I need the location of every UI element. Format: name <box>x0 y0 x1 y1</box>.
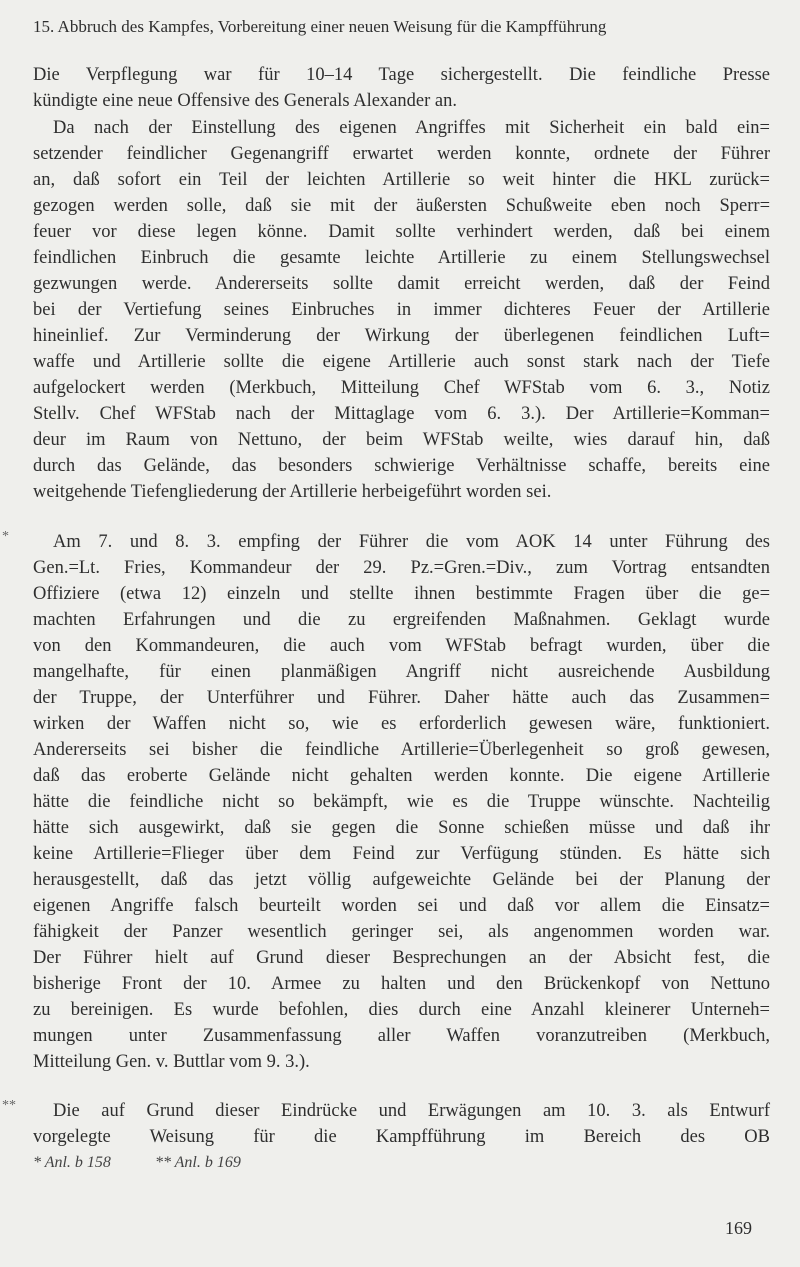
footnotes <box>33 1154 281 1172</box>
text-line: Da nach der Einstellung des eigenen Angriffes mit Sicherheit ein bald ein= <box>53 118 770 138</box>
text-line: fähigkeit der Panzer wesentlich geringer sei, als angenommen worden war. <box>33 922 770 942</box>
text-line: feuer vor diese legen könne. Damit sollte verhindert werden, daß bei einem <box>33 222 770 242</box>
text-line: deur im Raum von Nettuno, der beim WFStab weilte, wies darauf hin, daß <box>33 430 770 450</box>
text-line: Gen.=Lt. Fries, Kommandeur der 29. Pz.=Gren.=Div., zum Vortrag entsandten <box>33 558 770 578</box>
text-line: daß das eroberte Gelände nicht gehalten werden konnte. Die eigene Artillerie <box>33 766 770 786</box>
text-line: hätte die feindliche nicht so bekämpft, wie es die Truppe wünschte. Nachteilig <box>33 792 770 812</box>
text-line: eigenen Angriffe falsch beurteilt worden sei und daß vor allem die Einsatz= <box>33 896 770 916</box>
text-line: Am 7. und 8. 3. empfing der Führer die vom AOK 14 unter Führung des <box>53 532 770 552</box>
text-line: Andererseits sei bisher die feindliche Artillerie=Überlegenheit so groß gewesen, <box>33 740 770 760</box>
text-line: weitgehende Tiefengliederung der Artillerie herbeigeführt worden sei. <box>33 482 552 502</box>
text-line: vorgelegte Weisung für die Kampfführung im Bereich des OB <box>33 1127 770 1147</box>
text-line: setzender feindlicher Gegenangriff erwartet werden konnte, ordnete der Führer <box>33 144 770 164</box>
text-line: bisherige Front der 10. Armee zu halten und den Brückenkopf von Nettuno <box>33 974 770 994</box>
text-line: kündigte eine neue Offensive des Generals Alexander an. <box>33 91 457 111</box>
text-line: der Truppe, der Unterführer und Führer. Daher hätte auch das Zusammen= <box>33 688 770 708</box>
paragraph <box>33 62 770 114</box>
text-line: Die auf Grund dieser Eindrücke und Erwägungen am 10. 3. als Entwurf <box>53 1101 770 1121</box>
text-line: feindlichen Einbruch die gesamte leichte Artillerie zu einem Stellungswechsel <box>33 248 770 268</box>
text-line: herausgestellt, daß das jetzt völlig aufgeweichte Gelände bei der Planung der <box>33 870 770 890</box>
text-line: gezwungen werde. Andererseits sollte damit erreicht werden, daß der Feind <box>33 274 770 294</box>
text-line: bei der Vertiefung seines Einbruches in immer dichteres Feuer der Artillerie <box>33 300 770 320</box>
footnote: ** Anl. b 169 <box>154 1154 241 1171</box>
text-line: mangelhafte, für einen planmäßigen Angriff nicht ausreichende Ausbildung <box>33 662 770 682</box>
page-number: 169 <box>725 1218 752 1238</box>
text-line: Mitteilung Gen. v. Buttlar vom 9. 3.). <box>33 1052 310 1072</box>
text-line: waffe und Artillerie sollte die eigene Artillerie auch sonst stark nach der Tiefe <box>33 352 770 372</box>
text-line: hätte sich ausgewirkt, daß sie gegen die Sonne schießen müsse und daß ihr <box>33 818 770 838</box>
footnote: * Anl. b 158 <box>33 1154 111 1171</box>
text-line: aufgelockert werden (Merkbuch, Mitteilung Chef WFStab vom 6. 3., Notiz <box>33 378 770 398</box>
text-line: Die Verpflegung war für 10–14 Tage sichergestellt. Die feindliche Presse <box>33 65 770 85</box>
text-line: von den Kommandeuren, die auch vom WFStab befragt wurden, über die <box>33 636 770 656</box>
text-line: Stellv. Chef WFStab nach der Mittaglage vom 6. 3.). Der Artillerie=Komman= <box>33 404 770 424</box>
text-line: zu bereinigen. Es wurde befohlen, dies durch eine Anzahl kleinerer Unterneh= <box>33 1000 770 1020</box>
footnote-marker: * <box>2 529 9 544</box>
paragraph <box>2 529 770 1075</box>
text-line: gezogen werden solle, daß sie mit der äußersten Schußweite eben noch Sperr= <box>33 196 770 216</box>
text-line: wirken der Waffen nicht so, wie es erforderlich gewesen wäre, funktioniert. <box>33 714 770 734</box>
text-line: durch das Gelände, das besonders schwierige Verhältnisse schaffe, bereits eine <box>33 456 770 476</box>
text-line: Der Führer hielt auf Grund dieser Besprechungen an der Absicht fest, die <box>33 948 770 968</box>
text-line: keine Artillerie=Flieger über dem Feind zur Verfügung stünden. Es hätte sich <box>33 844 770 864</box>
running-header: 15. Abbruch des Kampfes, Vorbereitung einer neuen Weisung für die Kampfführung <box>33 17 607 36</box>
text-line: mungen unter Zusammenfassung aller Waffen voranzutreiben (Merkbuch, <box>33 1026 770 1046</box>
paragraph <box>33 115 770 505</box>
text-line: machten Erfahrungen und die zu ergreifenden Maßnahmen. Geklagt wurde <box>33 610 770 630</box>
text-line: hineinlief. Zur Verminderung der Wirkung der überlegenen feindlichen Luft= <box>33 326 770 346</box>
text-line: Offiziere (etwa 12) einzeln und stellte ihnen bestimmte Fragen über die ge= <box>33 584 770 604</box>
text-line: an, daß sofort ein Teil der leichten Artillerie so weit hinter die HKL zurück= <box>33 170 770 190</box>
paragraph <box>2 1098 770 1150</box>
footnote-marker: ** <box>2 1098 16 1113</box>
